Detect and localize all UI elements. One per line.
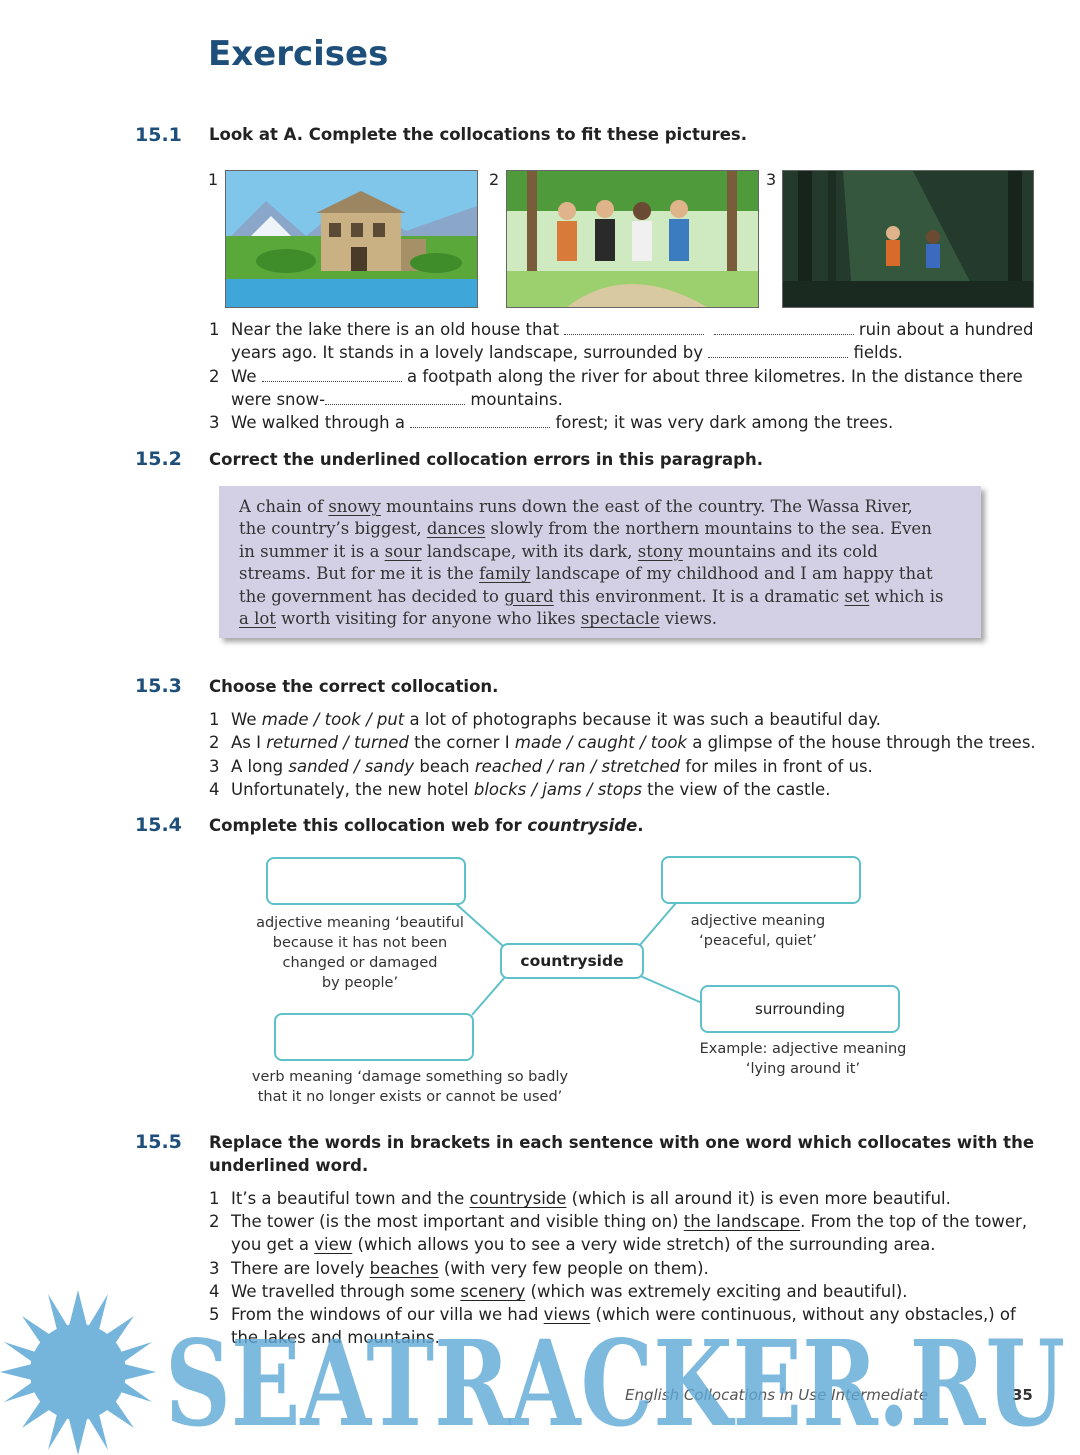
- exercise-heading: Replace the words in brackets in each sentence with one word which collocates with the: [209, 1133, 1035, 1152]
- exercise-heading: Look at A. Complete the collocations to fit these pictures.: [209, 125, 748, 144]
- exercise-number: 15.1: [135, 124, 182, 146]
- answer-box-top-right[interactable]: [661, 856, 861, 904]
- picture-number: 1: [208, 170, 219, 189]
- answer-box-bottom-left[interactable]: [274, 1013, 474, 1061]
- example-box: surrounding: [700, 985, 900, 1033]
- exercise-item: you get a view (which allows you to see a very wide stretch) of the surrounding area.: [231, 1235, 936, 1254]
- underlined-error[interactable]: family: [479, 564, 531, 584]
- center-word-box: countryside: [500, 943, 644, 979]
- picture-number: 2: [489, 170, 500, 189]
- underlined-error[interactable]: snowy: [328, 497, 381, 516]
- exercise-item: 3 We walked through a forest; it was very dark among the trees.: [209, 413, 894, 432]
- exercise-item: 2 The tower (is the most important and visible thing on) the landscape. From the top of the tower,: [209, 1212, 1028, 1231]
- underlined-error[interactable]: sour: [384, 541, 422, 561]
- caption-top-left: adjective meaning ‘beautiful because it has not been changed or damaged by people’: [256, 915, 464, 991]
- exercise-number: 15.5: [135, 1131, 182, 1153]
- caption-top-right: adjective meaning ‘peaceful, quiet’: [690, 913, 826, 949]
- underlined-error[interactable]: a lot: [239, 609, 276, 629]
- exercise-item: years ago. It stands in a lovely landscape, surrounded by fields.: [231, 343, 903, 362]
- exercise-item: 1 It’s a beautiful town and the countryside (which is all around it) is even more beautiful.: [209, 1189, 951, 1208]
- choice-options[interactable]: sanded / sandy: [288, 757, 415, 776]
- caption-bottom-right: Example: adjective meaning ‘lying around it’: [699, 1041, 907, 1077]
- exercise-heading: Choose the correct collocation.: [209, 677, 499, 696]
- choice-options[interactable]: blocks / jams / stops: [473, 780, 642, 799]
- exercise-item: 3 A long sanded / sandy beach reached / ran / stretched for miles in front of us.: [209, 757, 873, 776]
- paragraph-text: A chain of snowy mountains runs down the east of the country. The Wassa River, the country’s biggest, dances slowly from the northern mountains to the sea. Even in summer it is a sour landscape, with its dark, stony mountains and its cold streams. But for me it is the family landscape of my childhood and I am happy that the government has decided to guard this environment. It is a dramatic set which is a lot worth visiting for anyone who likes spectacle views.: [239, 497, 944, 629]
- exercise-item: were snow- mountains.: [231, 390, 563, 409]
- exercise-item: 2 We a footpath along the river for about three kilometres. In the distance there: [209, 367, 1023, 386]
- underlined-error[interactable]: stony: [637, 541, 683, 561]
- exercise-item: 3 There are lovely beaches (with very few people on them).: [209, 1259, 709, 1278]
- page-title: Exercises: [208, 34, 389, 74]
- exercise-number: 15.2: [135, 448, 182, 470]
- choice-options[interactable]: returned / turned: [266, 733, 409, 752]
- exercise-item: 1 We made / took / put a lot of photographs because it was such a beautiful day.: [209, 710, 881, 729]
- exercise-item: the lakes and mountains.: [231, 1328, 440, 1347]
- underlined-error[interactable]: guard: [504, 586, 554, 606]
- page-number: 35: [1012, 1386, 1033, 1404]
- exercise-number: 15.4: [135, 814, 182, 836]
- answer-box-top-left[interactable]: [266, 857, 466, 905]
- underlined-error[interactable]: set: [844, 586, 870, 606]
- exercise-item: 5 From the windows of our villa we had views (which were continuous, without any obstacles,) of: [209, 1305, 1016, 1324]
- picture-number: 3: [766, 170, 777, 189]
- choice-options[interactable]: made / took / put: [261, 710, 405, 729]
- exercise-heading: underlined word.: [209, 1156, 369, 1175]
- exercise-heading: Correct the underlined collocation errors in this paragraph.: [209, 450, 764, 469]
- exercise-item: 1 Near the lake there is an old house that ruin about a hundred: [209, 320, 1034, 339]
- exercise-item: 4 We travelled through some scenery (which was extremely exciting and beautiful).: [209, 1282, 908, 1301]
- underlined-error[interactable]: spectacle: [580, 609, 660, 629]
- exercise-item: 2 As I returned / turned the corner I made / caught / took a glimpse of the house through the trees.: [209, 733, 1036, 752]
- choice-options[interactable]: made / caught / took: [514, 733, 687, 752]
- underlined-error[interactable]: dances: [426, 519, 486, 539]
- exercise-number: 15.3: [135, 675, 182, 697]
- caption-bottom-left: verb meaning ‘damage something so badly that it no longer exists or cannot be used’: [251, 1069, 569, 1105]
- watermark-text: SEATRACKER.RU: [165, 1314, 1065, 1453]
- exercise-heading: Complete this collocation web for countryside.: [209, 816, 644, 835]
- choice-options[interactable]: reached / ran / stretched: [474, 757, 681, 776]
- exercise-item: 4 Unfortunately, the new hotel blocks / jams / stops the view of the castle.: [209, 780, 831, 799]
- footer-book-title: English Collocations in Use Intermediate: [625, 1386, 929, 1404]
